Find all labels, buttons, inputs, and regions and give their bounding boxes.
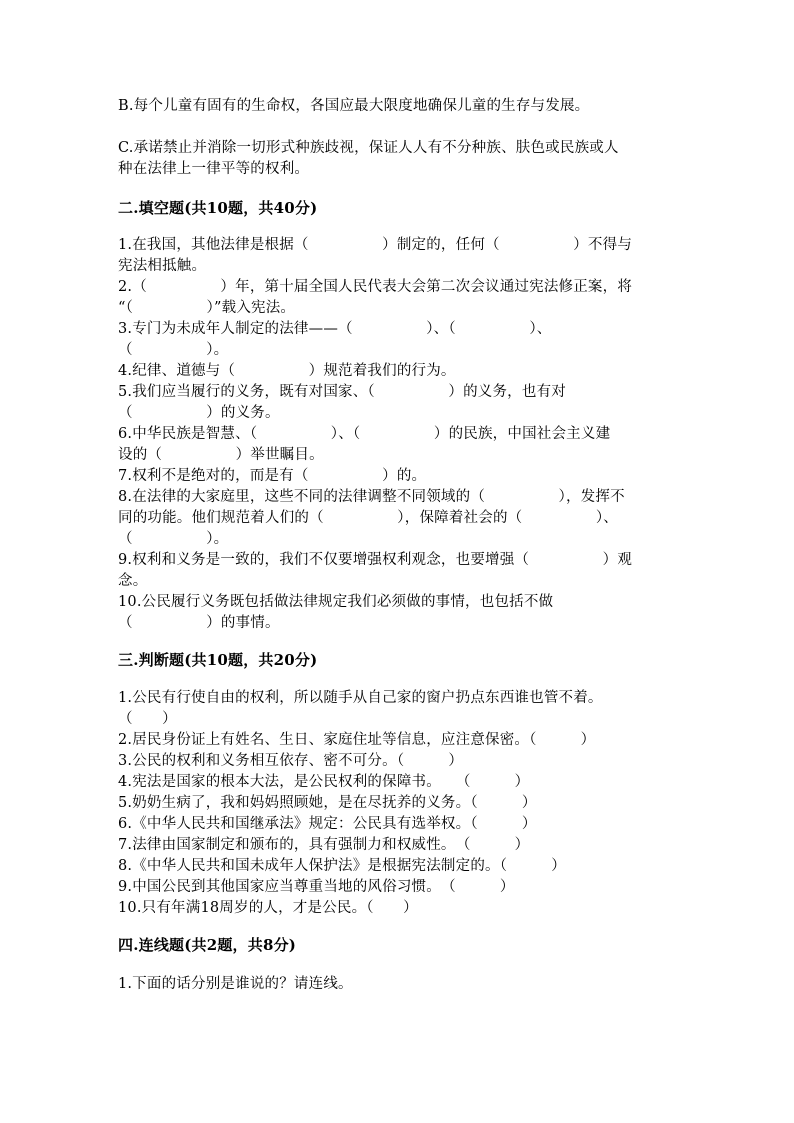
- section2-line: 8.在法律的大家庭里，这些不同的法律调整不同领域的（ ），发挥不: [118, 489, 625, 505]
- option-b: B.每个儿童有固有的生命权，各国应最大限度地确保儿童的生存与发展。: [118, 98, 590, 114]
- section3-line: 5.奶奶生病了，我和妈妈照顾她，是在尽抚养的义务。（ ）: [118, 795, 537, 811]
- section3-heading: 三.判断题(共10题，共20分): [118, 651, 318, 669]
- section3-line: 10.只有年满18周岁的人，才是公民。（ ）: [118, 900, 418, 916]
- section3-line: 1.公民有行使自由的权利，所以随手从自己家的窗户扔点东西谁也管不着。: [118, 690, 603, 706]
- section2-line: 宪法相抵触。: [118, 258, 207, 274]
- section4-heading: 四.连线题(共2题，共8分): [118, 936, 297, 954]
- section2-line: “（ ）”载入宪法。: [118, 300, 296, 316]
- section2-line: 10.公民履行义务既包括做法律规定我们必须做的事情，也包括不做: [118, 594, 554, 610]
- section2-line: 1.在我国，其他法律是根据（ ）制定的，任何（ ）不得与: [118, 237, 633, 253]
- section3-line: 9.中国公民到其他国家应当尊重当地的风俗习惯。 （ ）: [118, 879, 515, 895]
- section2-line: 7.权利不是绝对的，而是有（ ）的。: [118, 468, 427, 484]
- section2-line: （ ）。: [118, 531, 229, 547]
- section3-line: 6.《中华人民共和国继承法》规定：公民具有选举权。（ ）: [118, 816, 537, 832]
- section3-line: 4.宪法是国家的根本大法，是公民权利的保障书。 （ ）: [118, 774, 530, 790]
- section4-line: 1.下面的话分别是谁说的？请连线。: [118, 976, 353, 992]
- section3-line: 7.法律由国家制定和颁布的，具有强制力和权威性。 （ ）: [118, 837, 530, 853]
- section2-line: 同的功能。他们规范着人们的（ ），保障着社会的（ ）、: [118, 510, 618, 526]
- section2-line: （ ）。: [118, 342, 229, 358]
- section3-line: 8.《中华人民共和国未成年人保护法》是根据宪法制定的。（ ）: [118, 858, 566, 874]
- option-c-line-2: 种在法律上一律平等的权利。: [118, 161, 310, 177]
- section2-line: 4.纪律、道德与（ ）规范着我们的行为。: [118, 363, 456, 379]
- section2-line: 2.（ ）年，第十届全国人民代表大会第二次会议通过宪法修正案，将: [118, 279, 633, 295]
- section2-line: （ ）的义务。: [118, 405, 280, 421]
- option-c-line-1: C.承诺禁止并消除一切形式种族歧视，保证人人有不分种族、肤色或民族或人: [118, 140, 619, 156]
- section2-line: 3.专门为未成年人制定的法律——（ ）、（ ）、: [118, 321, 552, 337]
- section2-line: （ ）的事情。: [118, 615, 280, 631]
- section2-heading: 二.填空题(共10题，共40分): [118, 199, 318, 217]
- section3-line: 2.居民身份证上有姓名、生日、家庭住址等信息，应注意保密。（ ）: [118, 732, 596, 748]
- section2-line: 9.权利和义务是一致的，我们不仅要增强权利观念，也要增强（ ）观: [118, 552, 633, 568]
- section2-line: 5.我们应当履行的义务，既有对国家、（ ）的义务，也有对: [118, 384, 566, 400]
- section2-line: 6.中华民族是智慧、（ ）、（ ）的民族，中国社会主义建: [118, 426, 611, 442]
- section2-line: 念。: [118, 573, 148, 589]
- section3-line: 3.公民的权利和义务相互依存、密不可分。（ ）: [118, 753, 464, 769]
- section2-line: 设的（ ）举世瞩目。: [118, 447, 324, 463]
- section3-line: （ ）: [118, 711, 177, 727]
